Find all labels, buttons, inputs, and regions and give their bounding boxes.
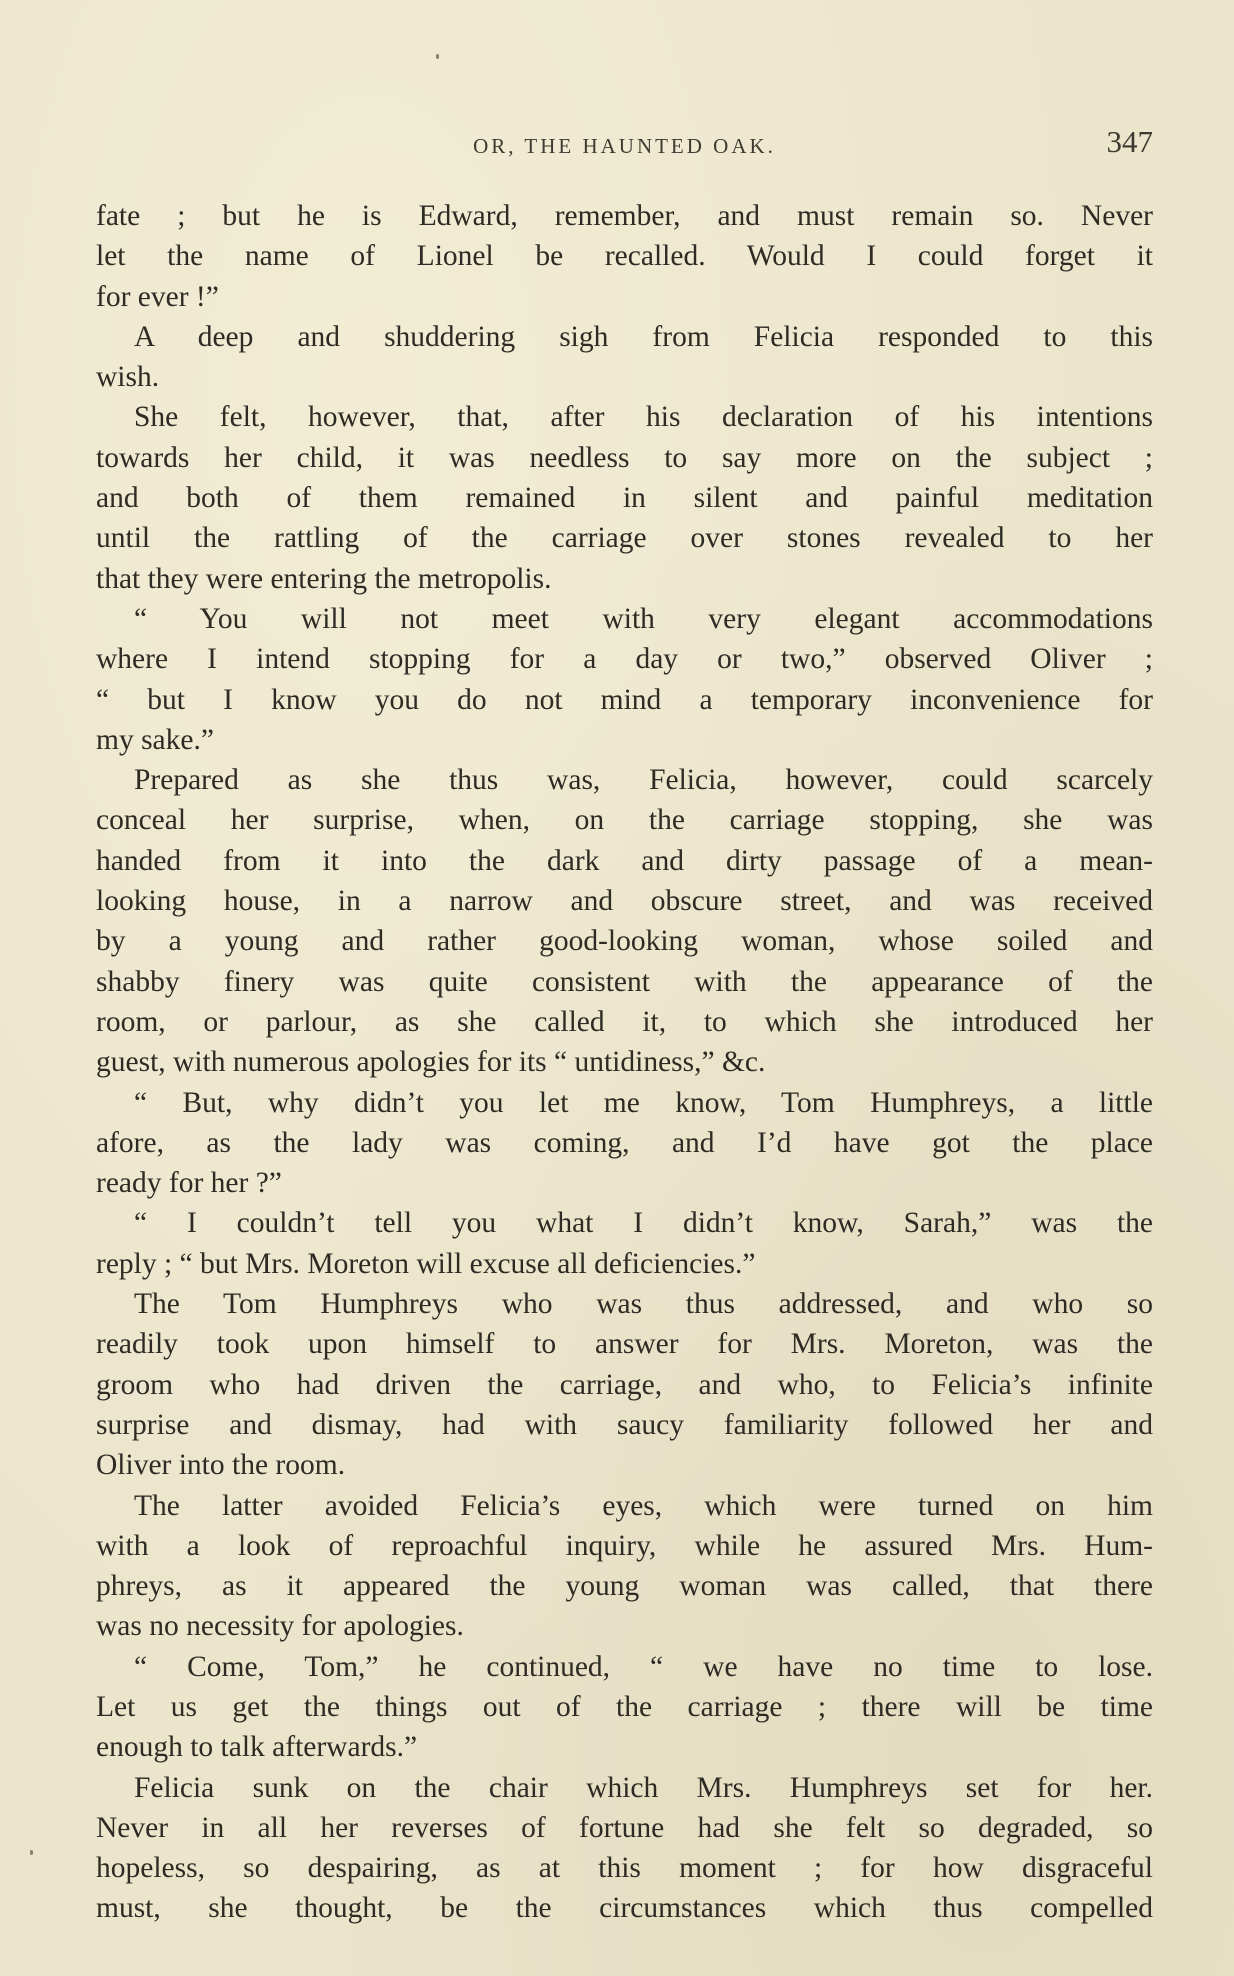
text-line: phreys, as it appeared the young woman was called, that there [96, 1570, 1153, 1603]
text-line: She felt, however, that, after his declaration of his intentions [134, 401, 1153, 434]
text-line: “ You will not meet with very elegant accommodations [134, 602, 1153, 635]
running-head: OR, THE HAUNTED OAK. [473, 134, 776, 158]
text-line: must, she thought, be the circumstances which thus compelled [96, 1892, 1153, 1925]
text-line: by a young and rather good-looking woman, whose soiled and [96, 925, 1153, 958]
text-line: A deep and shuddering sigh from Felicia responded to this [134, 320, 1153, 353]
text-line: Oliver into the room. [96, 1449, 346, 1482]
text-line: shabby finery was quite consistent with the appearance of the [96, 965, 1153, 998]
text-line: looking house, in a narrow and obscure street, and was received [96, 885, 1153, 918]
text-line: The Tom Humphreys who was thus addressed, and who so [134, 1288, 1153, 1321]
text-line: afore, as the lady was coming, and I’d have got the place [96, 1126, 1153, 1159]
text-line: fate ; but he is Edward, remember, and must remain so. Never [96, 200, 1153, 232]
text-line: where I intend stopping for a day or two,” observed Oliver ; [96, 643, 1153, 676]
text-line: “ I couldn’t tell you what I didn’t know, Sarah,” was the [134, 1207, 1153, 1240]
text-line: guest, with numerous apologies for its “ untidiness,” &c. [96, 1046, 766, 1079]
text-line: and both of them remained in silent and painful meditation [96, 482, 1153, 515]
text-line: my sake.” [96, 723, 214, 756]
text-line: room, or parlour, as she called it, to which she introduced her [96, 1005, 1153, 1038]
text-line: Felicia sunk on the chair which Mrs. Humphreys set for her. [134, 1771, 1153, 1804]
text-line: with a look of reproachful inquiry, while he assured Mrs. Hum- [96, 1529, 1153, 1562]
text-line: “ But, why didn’t you let me know, Tom Humphreys, a little [134, 1086, 1153, 1119]
text-line: handed from it into the dark and dirty passage of a mean- [96, 844, 1153, 877]
text-line: towards her child, it was needless to say more on the subject ; [96, 441, 1153, 474]
text-line: surprise and dismay, had with saucy familiarity followed her and [96, 1408, 1153, 1441]
text-line: Let us get the things out of the carriage ; there will be time [96, 1690, 1153, 1723]
text-line: ready for her ?” [96, 1167, 282, 1200]
text-line: Prepared as she thus was, Felicia, however, could scarcely [134, 764, 1153, 797]
text-line: “ but I know you do not mind a temporary inconvenience for [96, 683, 1153, 716]
text-line: that they were entering the metropolis. [96, 562, 552, 595]
text-line: let the name of Lionel be recalled. Would I could forget it [96, 240, 1153, 273]
page-speck [30, 1850, 33, 1855]
text-line: reply ; “ but Mrs. Moreton will excuse all deficiencies.” [96, 1247, 756, 1280]
text-line: until the rattling of the carriage over stones revealed to her [96, 522, 1153, 555]
text-line: hopeless, so despairing, as at this moment ; for how disgraceful [96, 1852, 1153, 1885]
text-line: groom who had driven the carriage, and who, to Felicia’s infinite [96, 1368, 1153, 1401]
text-line: readily took upon himself to answer for Mrs. Moreton, was the [96, 1328, 1153, 1361]
text-line: was no necessity for apologies. [96, 1610, 464, 1643]
text-line: “ Come, Tom,” he continued, “ we have no time to lose. [134, 1650, 1153, 1683]
text-line: for ever !” [96, 280, 219, 313]
text-line: Never in all her reverses of fortune had she felt so degraded, so [96, 1811, 1153, 1844]
text-line: conceal her surprise, when, on the carriage stopping, she was [96, 804, 1153, 837]
page-header [96, 124, 1153, 174]
text-line: The latter avoided Felicia’s eyes, which were turned on him [134, 1489, 1153, 1522]
text-line: wish. [96, 361, 160, 394]
page-speck [436, 54, 439, 59]
body-text [96, 196, 1153, 1929]
page-number: 347 [1106, 124, 1153, 159]
text-line: enough to talk afterwards.” [96, 1731, 418, 1764]
